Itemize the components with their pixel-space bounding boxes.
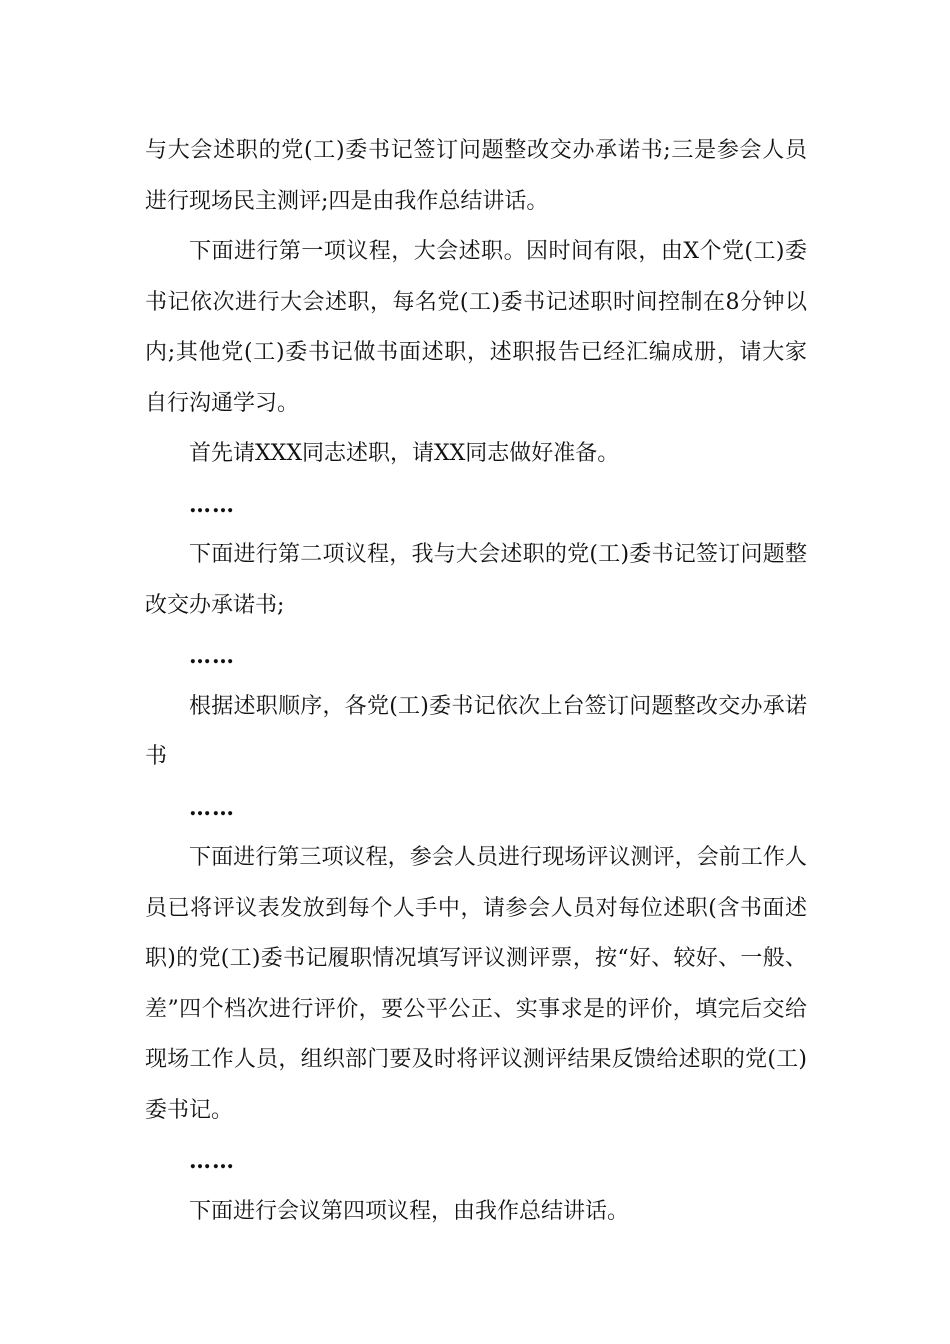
document-page [145, 126, 807, 1237]
ellipsis-marker: …… [189, 491, 235, 518]
paragraph-signing-order: 根据述职顺序，各党(工)委书记依次上台签订问题整改交办承诺书 [145, 693, 807, 769]
ellipsis-marker: …… [189, 794, 235, 821]
paragraph-agenda-item-2: 下面进行第二项议程，我与大会述职的党(工)委书记签订问题整改交办承诺书; [145, 542, 807, 618]
paragraph-agenda-item-1: 下面进行第一项议程，大会述职。因时间有限，由X个党(工)委书记依次进行大会述职，每名党(工)委书记述职时间控制在8分钟以内;其他党(工)委书记做书面述职，述职报告已经汇编成册，请大家自行沟通学习。 [145, 239, 807, 416]
paragraph-first-speaker: 首先请XXX同志述职，请XX同志做好准备。 [189, 441, 620, 466]
ellipsis-marker: …… [189, 1148, 235, 1174]
ellipsis-marker: …… [189, 643, 235, 669]
paragraph-agenda-item-3: 下面进行第三项议程，参会人员进行现场评议测评，会前工作人员已将评议表发放到每个人手中，请参会人员对每位述职(含书面述职)的党(工)委书记履职情况填写评议测评票，按“好、较好、一般、差”四个档次进行评价，要公平公正、实事求是的评价，填完后交给现场工作人员，组织部门要及时将评议测评结果反馈给述职的党(工)委书记。 [145, 845, 807, 1123]
paragraph-agenda-item-4: 下面进行会议第四项议程，由我作总结讲话。 [189, 1198, 630, 1224]
paragraph-continuation: 与大会述职的党(工)委书记签订问题整改交办承诺书;三是参会人员进行现场民主测评;四是由我作总结讲话。 [145, 138, 807, 214]
